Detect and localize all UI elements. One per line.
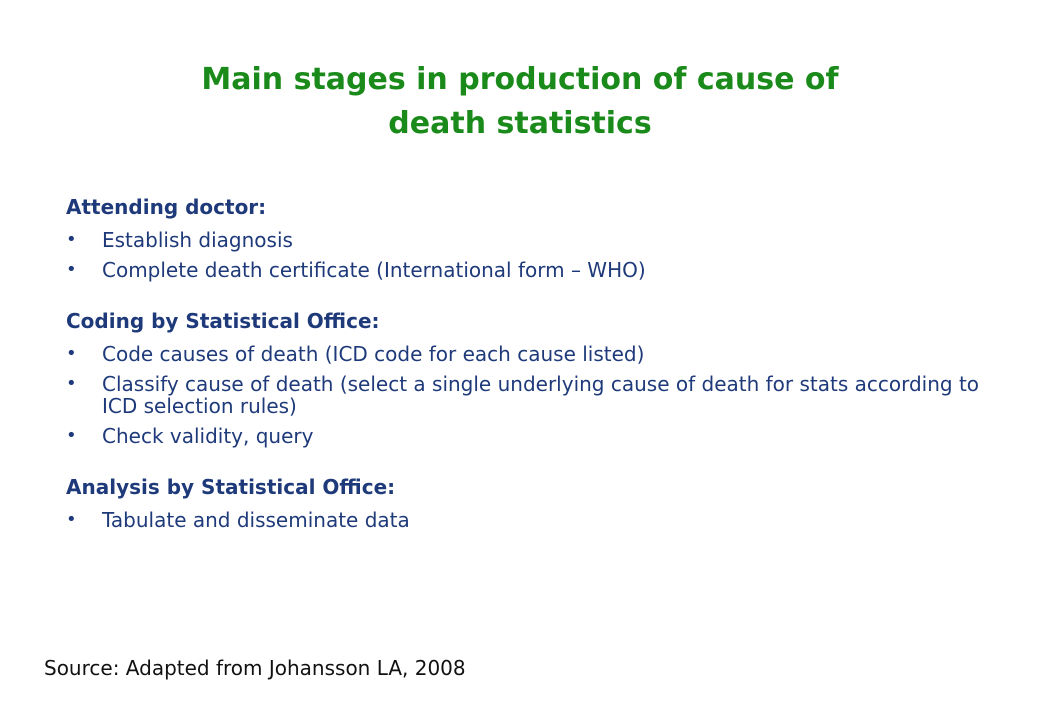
list-item	[66, 425, 986, 447]
bullet-icon: •	[66, 343, 77, 364]
bullet-icon: •	[66, 509, 77, 530]
list-item-text: Code causes of death (ICD code for each cause listed)	[102, 342, 645, 366]
bullet-icon: •	[66, 229, 77, 250]
bullet-icon: •	[66, 259, 77, 280]
list-item	[66, 373, 986, 417]
source-citation: Source: Adapted from Johansson LA, 2008	[44, 656, 466, 680]
slide-title-line-2: death statistics	[388, 106, 652, 141]
bullet-icon: •	[66, 425, 77, 446]
list-item-text: Check validity, query	[102, 424, 314, 448]
bullet-icon: •	[66, 373, 77, 394]
bullet-list	[66, 343, 986, 447]
bullet-list	[66, 229, 986, 281]
list-item-text: Complete death certificate (International form – WHO)	[102, 258, 646, 282]
list-item	[66, 229, 986, 251]
list-item-text: Classify cause of death (select a single underlying cause of death for stats according to ICD selection rules)	[102, 372, 980, 418]
slide-title-line-1: Main stages in production of cause of	[201, 62, 839, 97]
section-heading: Coding by Statistical Office:	[66, 309, 380, 333]
section-attending-doctor	[66, 193, 986, 281]
slide-content	[66, 193, 986, 557]
list-item-text: Tabulate and disseminate data	[102, 508, 410, 532]
section-heading: Attending doctor:	[66, 195, 267, 219]
section-heading: Analysis by Statistical Office:	[66, 475, 396, 499]
slide-title	[0, 58, 1040, 146]
list-item	[66, 259, 986, 281]
section-analysis	[66, 473, 986, 531]
section-coding	[66, 307, 986, 447]
list-item-text: Establish diagnosis	[102, 228, 293, 252]
list-item	[66, 343, 986, 365]
list-item	[66, 509, 986, 531]
bullet-list	[66, 509, 986, 531]
